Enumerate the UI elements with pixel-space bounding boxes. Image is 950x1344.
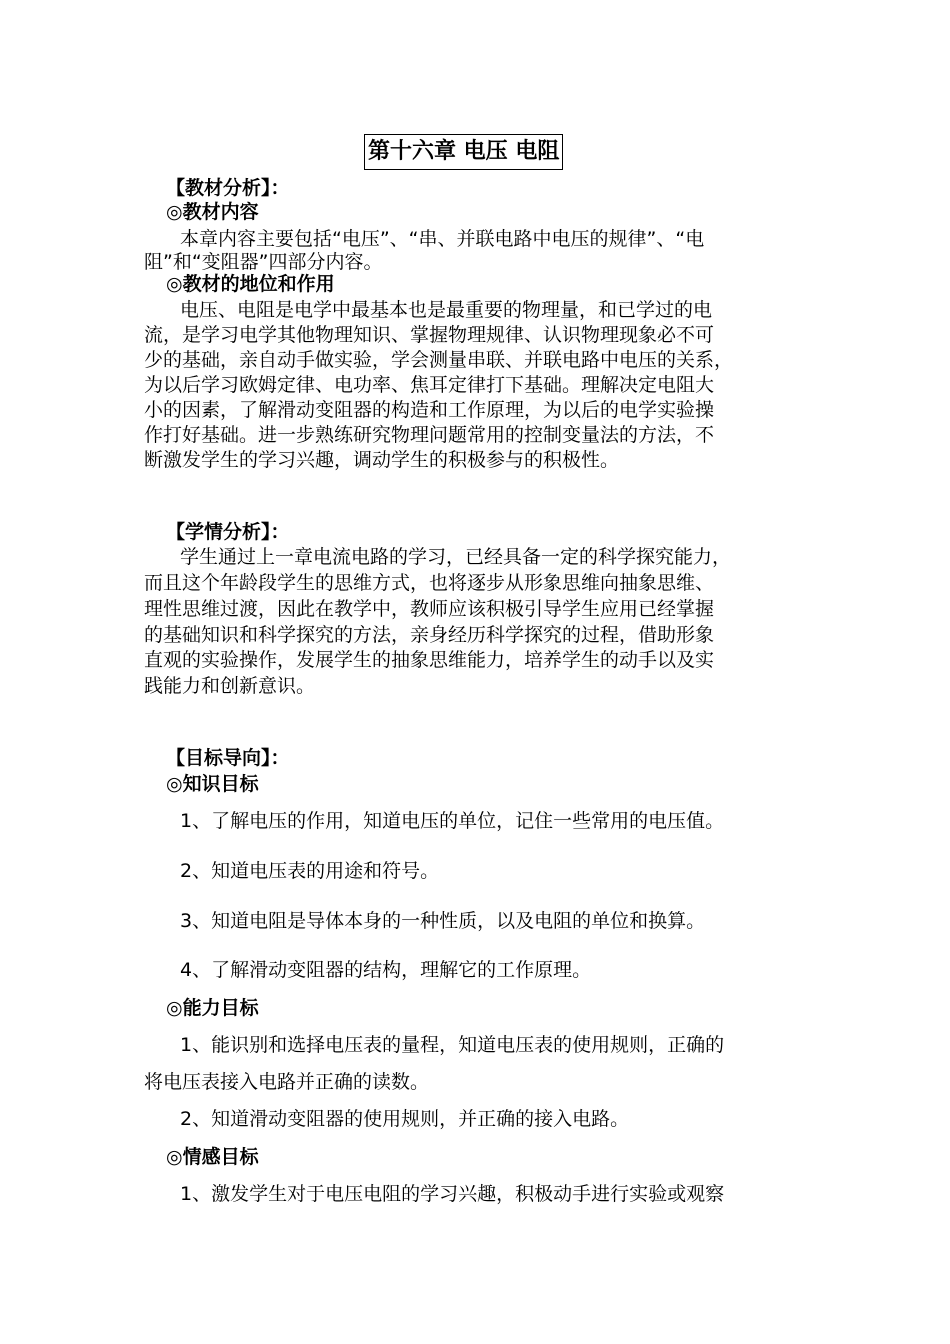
paragraph-line: 断激发学生的学习兴趣，调动学生的积极参与的积极性。 [144, 449, 620, 471]
paragraph-line: 的基础知识和科学探究的方法，亲身经历科学探究的过程，借助形象 [144, 624, 715, 646]
list-item: 1、激发学生对于电压电阻的学习兴趣，积极动手进行实验或观察 [180, 1183, 725, 1205]
subheading-status-and-role: ◎教材的地位和作用 [166, 273, 335, 295]
paragraph-line: 理性思维过渡，因此在教学中，教师应该积极引导学生应用已经掌握 [144, 598, 715, 620]
section-heading-textbook-analysis: 【教材分析】： [166, 177, 290, 199]
section-heading-student-analysis: 【学情分析】： [166, 521, 290, 543]
paragraph-line: 直观的实验操作，发展学生的抽象思维能力，培养学生的动手以及实 [144, 649, 715, 671]
paragraph-line: 践能力和创新意识。 [144, 675, 316, 697]
paragraph-line: 而且这个年龄段学生的思维方式，也将逐步从形象思维向抽象思维、 [144, 572, 715, 594]
paragraph-line: 作打好基础。进一步熟练研究物理问题常用的控制变量法的方法，不 [144, 424, 715, 446]
list-item: 1、能识别和选择电压表的量程，知道电压表的使用规则，正确的 [180, 1034, 725, 1056]
chapter-title: 第十六章 电压 电阻 [364, 134, 563, 170]
subheading-textbook-content: ◎教材内容 [166, 201, 259, 223]
list-item: 1、了解电压的作用，知道电压的单位，记住一些常用的电压值。 [180, 810, 725, 832]
paragraph-line: 本章内容主要包括“电压”、“串、并联电路中电压的规律”、“电 [180, 228, 705, 250]
paragraph-line: 电压、电阻是电学中最基本也是最重要的物理量，和已学过的电 [180, 299, 713, 321]
list-item-continuation: 将电压表接入电路并正确的读数。 [144, 1071, 430, 1093]
paragraph-line: 阻”和“变阻器”四部分内容。 [144, 251, 383, 273]
list-item: 2、知道电压表的用途和符号。 [180, 860, 440, 882]
subheading-ability-goals: ◎能力目标 [166, 997, 259, 1019]
list-item: 4、了解滑动变阻器的结构，理解它的工作原理。 [180, 959, 592, 981]
subheading-knowledge-goals: ◎知识目标 [166, 773, 259, 795]
paragraph-line: 小的因素，了解滑动变阻器的构造和工作原理，为以后的电学实验操 [144, 399, 715, 421]
list-item: 2、知道滑动变阻器的使用规则，并正确的接入电路。 [180, 1108, 630, 1130]
paragraph-line: 为以后学习欧姆定律、电功率、焦耳定律打下基础。理解决定电阻大 [144, 374, 715, 396]
paragraph-line: 流，是学习电学其他物理知识、掌握物理规律、认识物理现象必不可 [144, 324, 715, 346]
paragraph-line: 学生通过上一章电流电路的学习，已经具备一定的科学探究能力， [180, 546, 732, 568]
subheading-emotional-goals: ◎情感目标 [166, 1146, 259, 1168]
paragraph-line: 少的基础，亲自动手做实验，学会测量串联、并联电路中电压的关系， [144, 349, 734, 371]
section-heading-goals: 【目标导向】： [166, 747, 290, 769]
list-item: 3、知道电阻是导体本身的一种性质，以及电阻的单位和换算。 [180, 910, 706, 932]
